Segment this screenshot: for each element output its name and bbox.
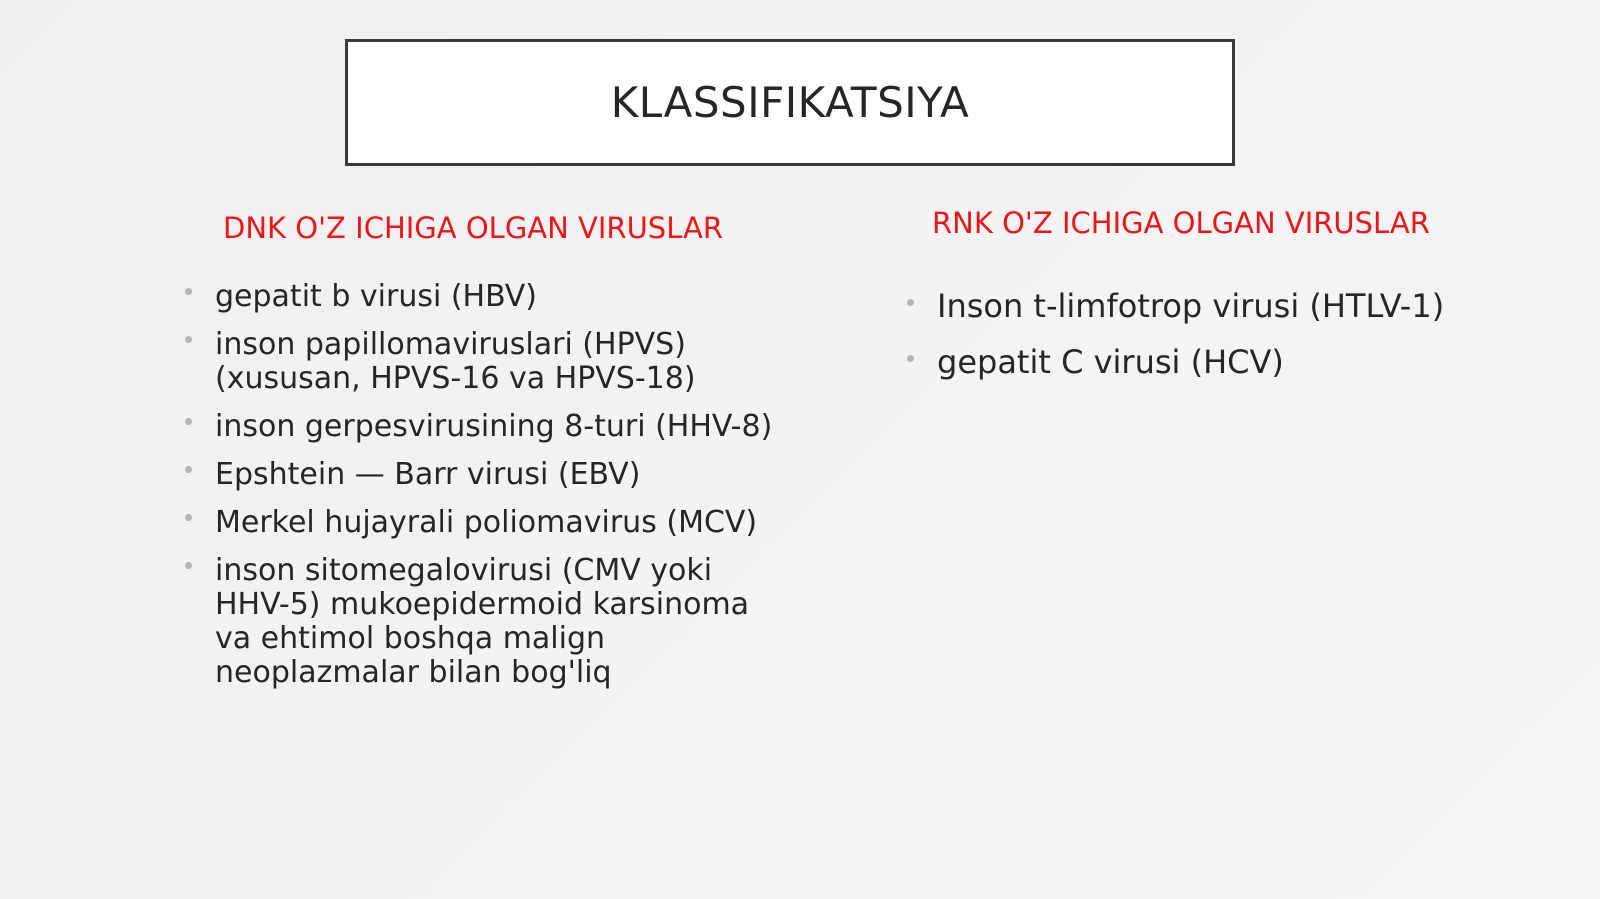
- slide-title: KLASSIFIKATSIYA: [610, 78, 970, 127]
- list-item: [907, 287, 1547, 325]
- rna-viruses-heading: RNK O'Z ICHIGA OLGAN VIRUSLAR: [932, 206, 1430, 240]
- list-item-text: inson papillomaviruslari (HPVS) (xususan, HPVS-16 va HPVS-18): [215, 327, 696, 396]
- list-item: [185, 554, 785, 690]
- list-item: [185, 280, 785, 314]
- list-item-text: Merkel hujayrali poliomavirus (MCV): [215, 505, 758, 540]
- title-box: [345, 39, 1235, 166]
- bullet-icon: [907, 299, 914, 306]
- bullet-icon: [185, 466, 192, 473]
- bullet-icon: [907, 355, 914, 362]
- list-item-text: gepatit b virusi (HBV): [215, 279, 537, 314]
- dna-viruses-list: [185, 280, 785, 704]
- list-item: [185, 458, 785, 492]
- bullet-icon: [185, 562, 192, 569]
- list-item-text: Epshtein — Barr virusi (EBV): [215, 457, 641, 492]
- bullet-icon: [185, 336, 192, 343]
- bullet-icon: [185, 514, 192, 521]
- bullet-icon: [185, 418, 192, 425]
- list-item: [185, 328, 785, 396]
- list-item: [185, 506, 785, 540]
- list-item: [907, 343, 1547, 381]
- bullet-icon: [185, 288, 192, 295]
- list-item: [185, 410, 785, 444]
- list-item-text: gepatit C virusi (HCV): [937, 343, 1284, 381]
- list-item-text: inson sitomegalovirusi (CMV yoki HHV-5) mukoepidermoid karsinoma va ehtimol boshqa malign neoplazmalar bilan bog'liq: [215, 553, 750, 690]
- list-item-text: inson gerpesvirusining 8-turi (HHV-8): [215, 409, 773, 444]
- list-item-text: Inson t-limfotrop virusi (HTLV-1): [937, 287, 1445, 325]
- dna-viruses-heading: DNK O'Z ICHIGA OLGAN VIRUSLAR: [223, 211, 724, 245]
- rna-viruses-list: [907, 287, 1547, 399]
